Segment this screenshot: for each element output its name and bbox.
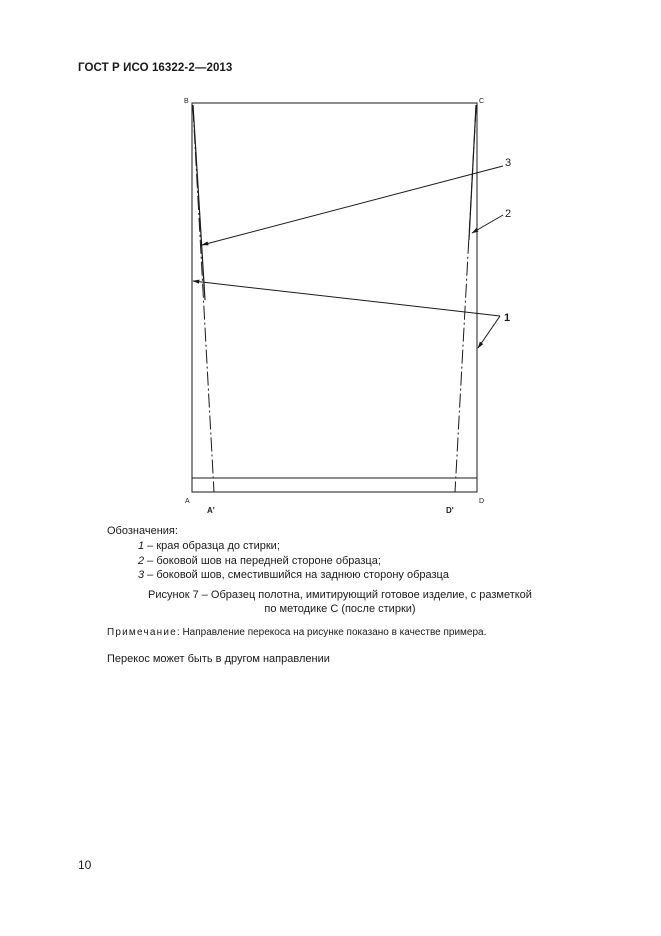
corner-a: A — [185, 498, 190, 505]
legend-num: 1 — [138, 540, 145, 552]
callout-3-leader — [202, 166, 503, 245]
legend-text: – края образца до стирки; — [144, 540, 280, 552]
note-text: : Направление перекоса на рисунке показано в качестве примера. — [176, 627, 487, 638]
legend-item — [138, 569, 449, 581]
caption-line-2: по методике С (после стирки) — [264, 603, 416, 615]
corner-b: B — [184, 98, 189, 105]
corner-d-prime: D' — [446, 506, 454, 515]
callout-1-leader-a — [193, 281, 500, 316]
note — [107, 627, 486, 638]
page-number: 10 — [78, 858, 92, 872]
legend-num: 2 — [138, 555, 145, 567]
legend-num: 3 — [138, 569, 145, 581]
figure-caption — [140, 588, 540, 616]
callout-1: 1 — [504, 312, 511, 324]
corner-c: C — [479, 98, 485, 105]
corner-a-prime: A' — [207, 506, 215, 515]
callout-1-leader-b — [478, 316, 500, 348]
legend-item — [138, 540, 280, 552]
legend-item — [138, 555, 381, 567]
note-label: Примечание — [107, 627, 177, 638]
legend-text: – боковой шов, сместившийся на заднюю сторону образца — [144, 569, 449, 581]
right-seam-back — [469, 105, 476, 240]
document-code: ГОСТ Р ИСО 16322-2—2013 — [78, 62, 233, 74]
legend-title: Обозначения: — [107, 525, 178, 537]
legend-text: – боковой шов на передней стороне образца; — [144, 555, 381, 567]
body-paragraph: Перекос может быть в другом направлении — [107, 653, 330, 665]
caption-line-1: Рисунок 7 – Образец полотна, имитирующий готовое изделие, с разметкой — [148, 589, 532, 601]
corner-d: D — [479, 498, 485, 505]
left-seam-back — [193, 105, 205, 300]
callout-3: 3 — [505, 157, 512, 169]
callout-2: 2 — [505, 208, 512, 220]
